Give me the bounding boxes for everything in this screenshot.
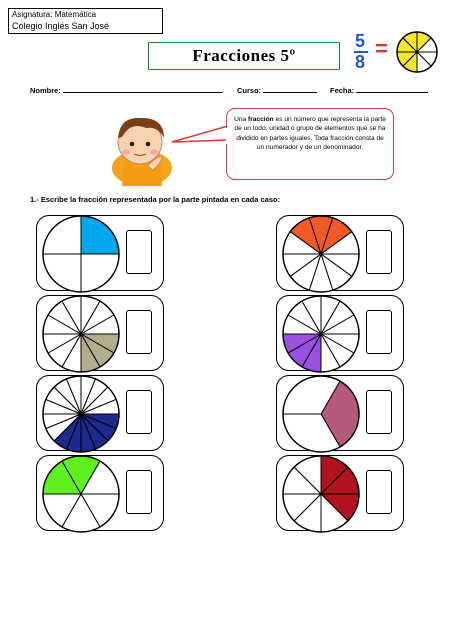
name-label: Nombre: bbox=[30, 86, 61, 95]
fraction-card bbox=[276, 295, 404, 371]
date-field[interactable] bbox=[330, 86, 428, 95]
answer-box[interactable] bbox=[366, 310, 392, 354]
course-line bbox=[263, 86, 317, 93]
fraction-card bbox=[276, 375, 404, 451]
fraction-card bbox=[276, 455, 404, 531]
example-denominator: 8 bbox=[355, 52, 366, 72]
subject-school-box bbox=[8, 8, 163, 34]
fraction-card bbox=[36, 295, 164, 371]
thinking-boy-illustration bbox=[102, 108, 180, 190]
example-fraction-circle bbox=[395, 30, 439, 74]
definition-text-start: Una bbox=[234, 116, 249, 123]
answer-box[interactable] bbox=[366, 230, 392, 274]
name-line bbox=[63, 86, 223, 93]
answer-box[interactable] bbox=[366, 470, 392, 514]
fraction-circle bbox=[281, 226, 361, 282]
fraction-card bbox=[36, 375, 164, 451]
answer-box[interactable] bbox=[126, 310, 152, 354]
course-field[interactable] bbox=[237, 86, 317, 95]
date-line bbox=[356, 86, 428, 93]
fraction-circle bbox=[41, 306, 121, 362]
title-box bbox=[148, 42, 340, 70]
answer-box[interactable] bbox=[366, 390, 392, 434]
fraction-circle bbox=[41, 386, 121, 442]
page-title: Fracciones 5º bbox=[192, 46, 296, 65]
fraction-circle bbox=[41, 466, 121, 522]
fraction-circle bbox=[41, 226, 121, 282]
answer-box[interactable] bbox=[126, 230, 152, 274]
fraction-circle bbox=[281, 466, 361, 522]
example-numerator: 5 bbox=[355, 31, 366, 51]
answer-box[interactable] bbox=[126, 390, 152, 434]
fraction-card bbox=[36, 215, 164, 291]
definition-term: fracción bbox=[248, 116, 274, 123]
bubble-tail-cover bbox=[226, 128, 230, 144]
fraction-card bbox=[276, 215, 404, 291]
fraction-circle bbox=[281, 386, 361, 442]
date-label: Fecha: bbox=[330, 86, 355, 95]
example-equals-sign: = bbox=[375, 36, 388, 61]
name-field[interactable] bbox=[30, 86, 223, 95]
definition-text bbox=[233, 115, 387, 153]
subject-label: Asignatura: Matemática bbox=[12, 10, 97, 19]
speech-bubble-tail bbox=[170, 122, 230, 148]
fraction-card bbox=[36, 455, 164, 531]
fraction-circle bbox=[281, 306, 361, 362]
school-name: Colegio Inglés San José bbox=[12, 21, 110, 31]
definition-text-end: es un número que representa la parte de un todo, unidad o grupo de elementos que se ha dividido en partes iguales. Toda fracción consta de un numerador y de un denominador. bbox=[234, 116, 386, 152]
course-label: Curso: bbox=[237, 86, 262, 95]
definition-bubble bbox=[226, 108, 394, 180]
answer-box[interactable] bbox=[126, 470, 152, 514]
exercise-instruction: 1.- Escribe la fracción representada por la parte pintada en cada caso: bbox=[30, 195, 281, 204]
